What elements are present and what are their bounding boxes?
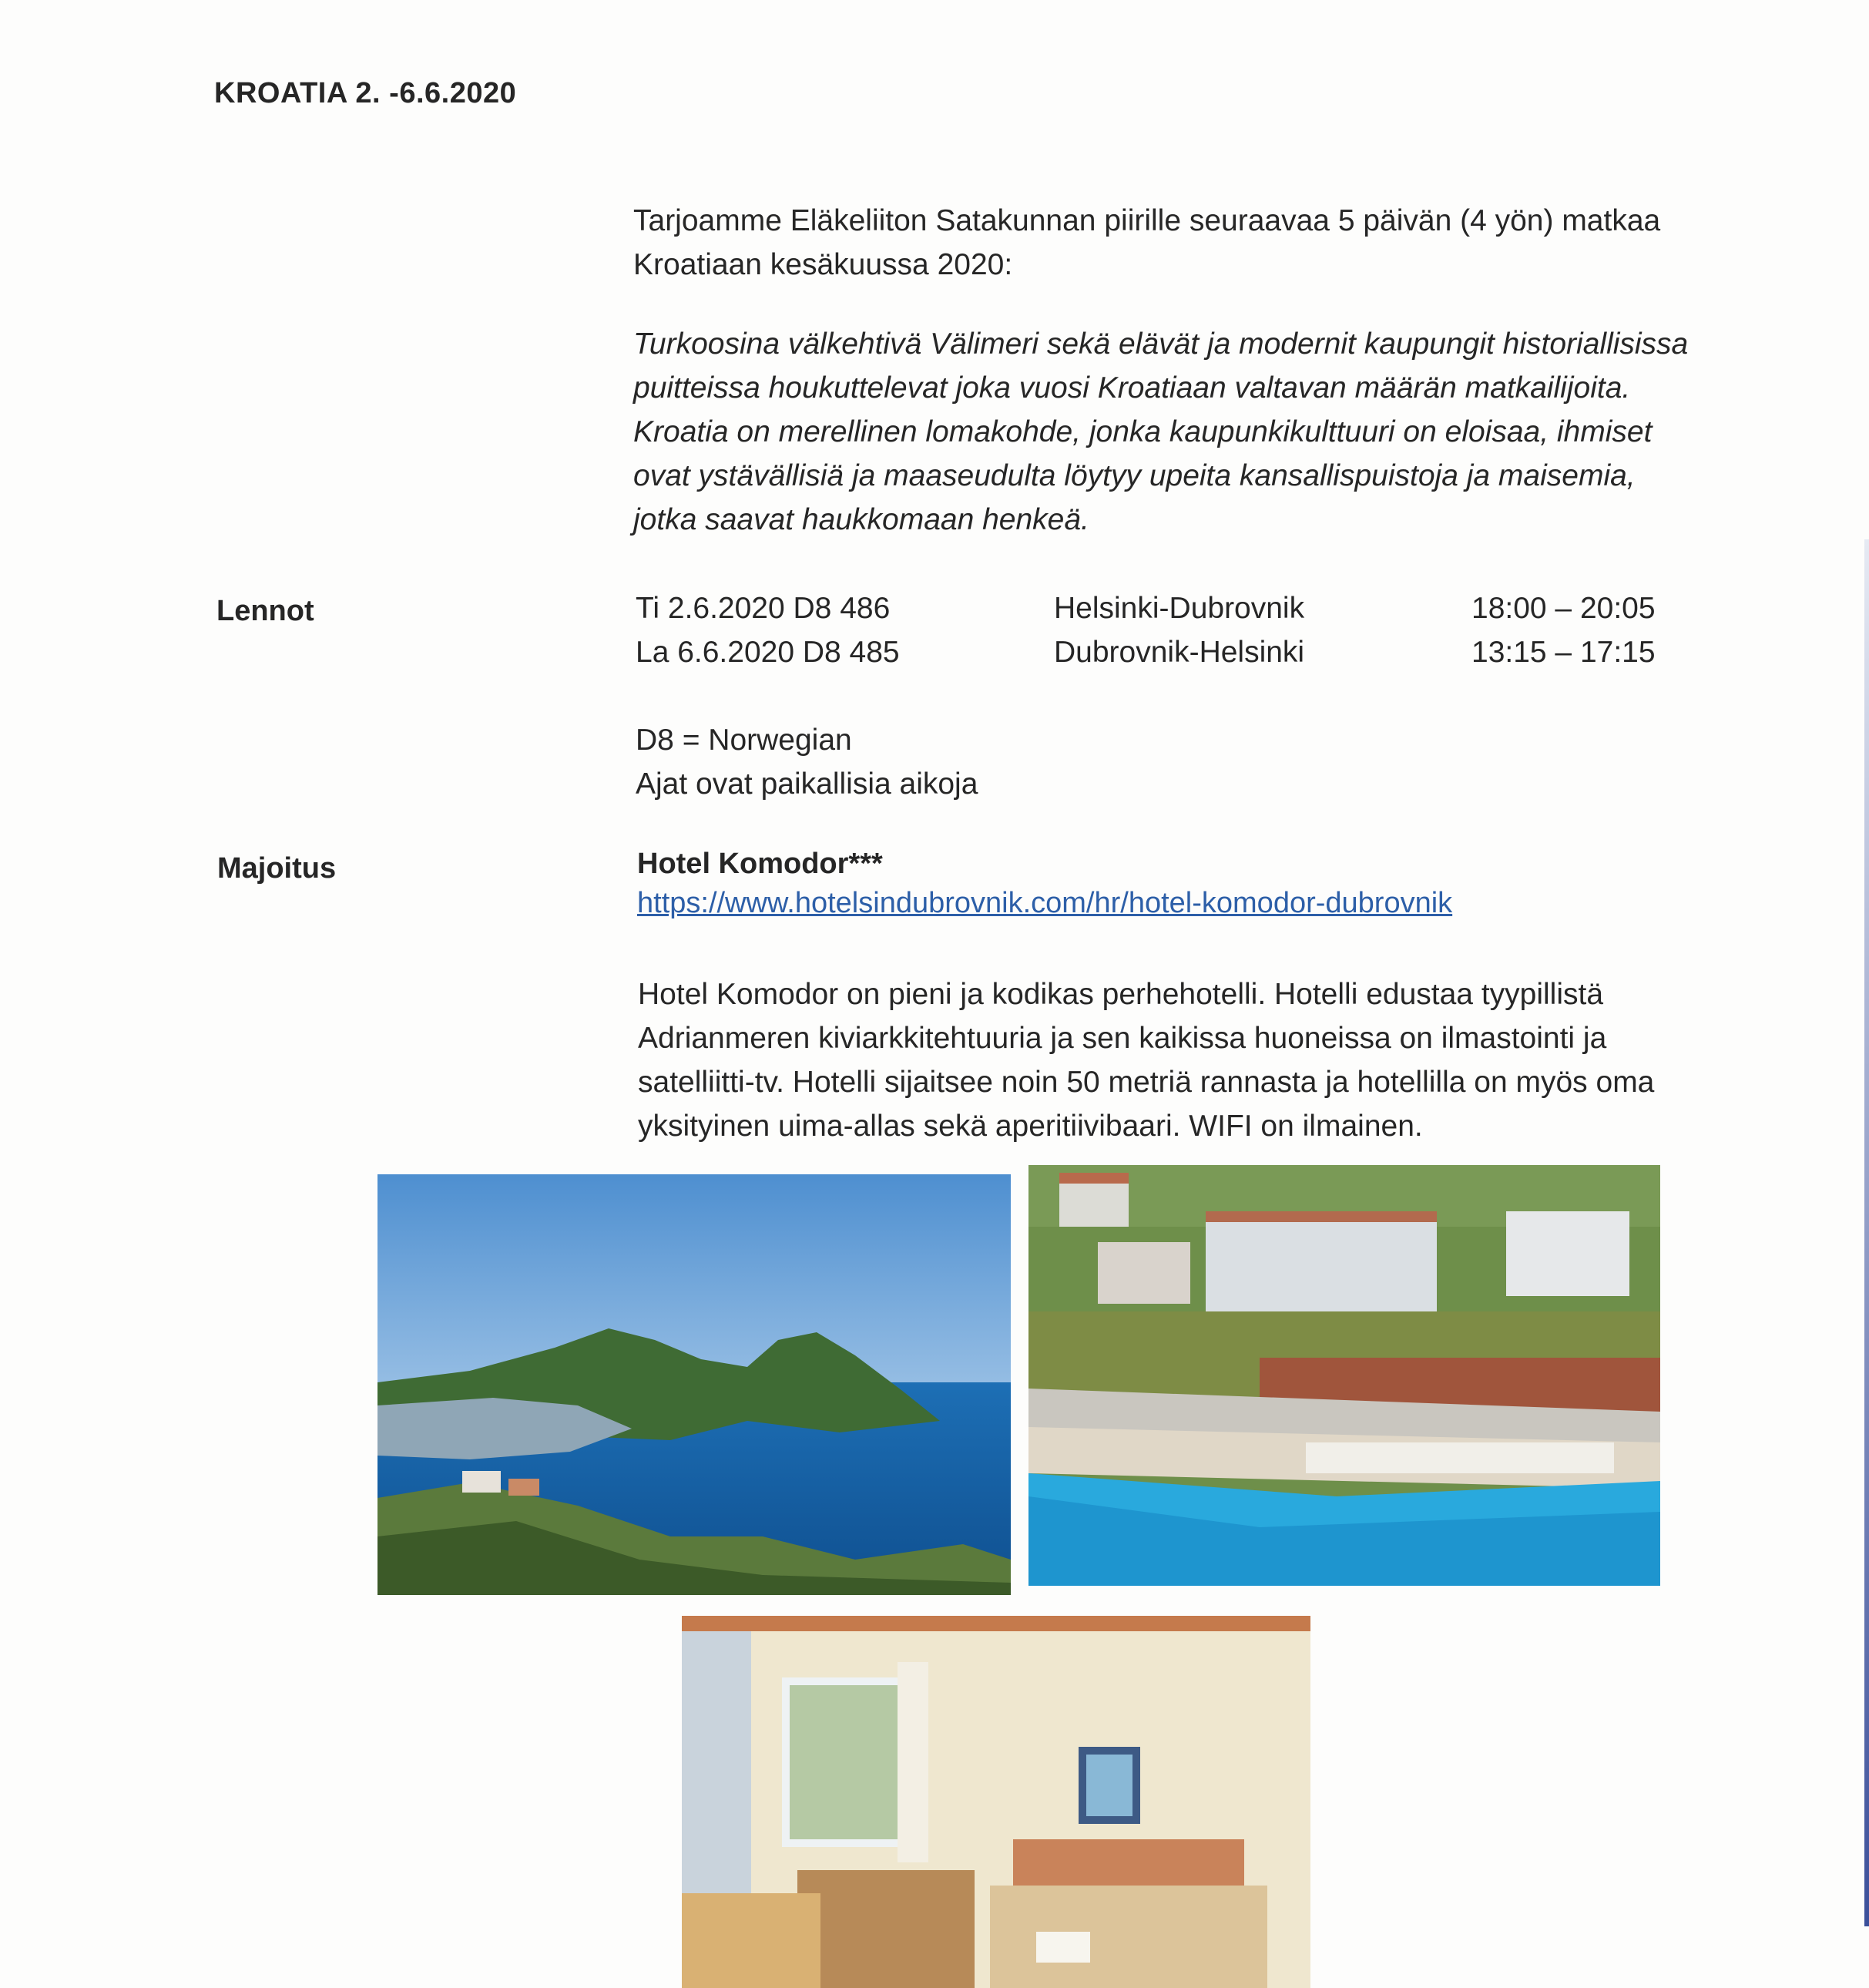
italic-line: ovat ystävällisiä ja maaseudulta löytyy upeita kansallispuistoja ja maisemia, <box>633 459 1636 492</box>
scan-edge <box>1864 539 1869 1926</box>
flight-note: Ajat ovat paikallisia aikoja <box>636 767 978 801</box>
description-line: Adrianmeren kiviarkkitehtuuria ja sen kaikissa huoneissa on ilmastointi ja <box>638 1022 1607 1055</box>
description-line: satelliitti-tv. Hotelli sijaitsee noin 50 metriä rannasta ja hotellilla on myös oma <box>638 1066 1655 1099</box>
flight-note: D8 = Norwegian <box>636 724 852 757</box>
flight-2-route: Dubrovnik-Helsinki <box>1054 636 1305 669</box>
hotel-link[interactable]: https://www.hotelsindubrovnik.com/hr/hotel-komodor-dubrovnik <box>637 887 1453 919</box>
intro-paragraph <box>633 199 1804 287</box>
flight-2-time: 13:15 – 17:15 <box>1471 636 1656 669</box>
flight-1-route: Helsinki-Dubrovnik <box>1054 592 1305 625</box>
italic-line: Kroatia on merellinen lomakohde, jonka kaupunkikulttuuri on eloisaa, ihmiset <box>633 415 1653 448</box>
hotel-description <box>638 972 1778 1148</box>
flight-1-date: Ti 2.6.2020 D8 486 <box>636 592 891 625</box>
description-line: yksityinen uima-allas sekä aperitiivibaari. WIFI on ilmainen. <box>638 1110 1423 1143</box>
description-line: Hotel Komodor on pieni ja kodikas perhehotelli. Hotelli edustaa tyypillistä <box>638 978 1604 1011</box>
italic-line: jotka saavat haukkomaan henkeä. <box>633 503 1089 536</box>
italic-line: Turkoosina välkehtivä Välimeri sekä elävät ja modernit kaupungit historiallisissa <box>633 327 1689 361</box>
hotel-room-photo <box>682 1616 1310 1988</box>
intro-italic-paragraph <box>633 322 1851 542</box>
intro-line: Tarjoamme Eläkeliiton Satakunnan piirille seuraavaa 5 päivän (4 yön) matkaa <box>633 204 1661 237</box>
document-title: KROATIA 2. -6.6.2020 <box>214 77 517 109</box>
flight-notes <box>636 718 978 806</box>
coast-landscape-photo <box>377 1174 1011 1595</box>
intro-line: Kroatiaan kesäkuussa 2020: <box>633 248 1013 281</box>
flight-1-time: 18:00 – 20:05 <box>1471 592 1656 625</box>
hotel-name: Hotel Komodor*** <box>637 848 883 880</box>
flights-label: Lennot <box>216 595 314 627</box>
accommodation-label: Majoitus <box>217 852 337 885</box>
italic-line: puitteissa houkuttelevat joka vuosi Kroatiaan valtavan määrän matkailijoita. <box>633 371 1631 405</box>
hotel-beach-photo <box>1028 1165 1660 1586</box>
flight-2-date: La 6.6.2020 D8 485 <box>636 636 900 669</box>
